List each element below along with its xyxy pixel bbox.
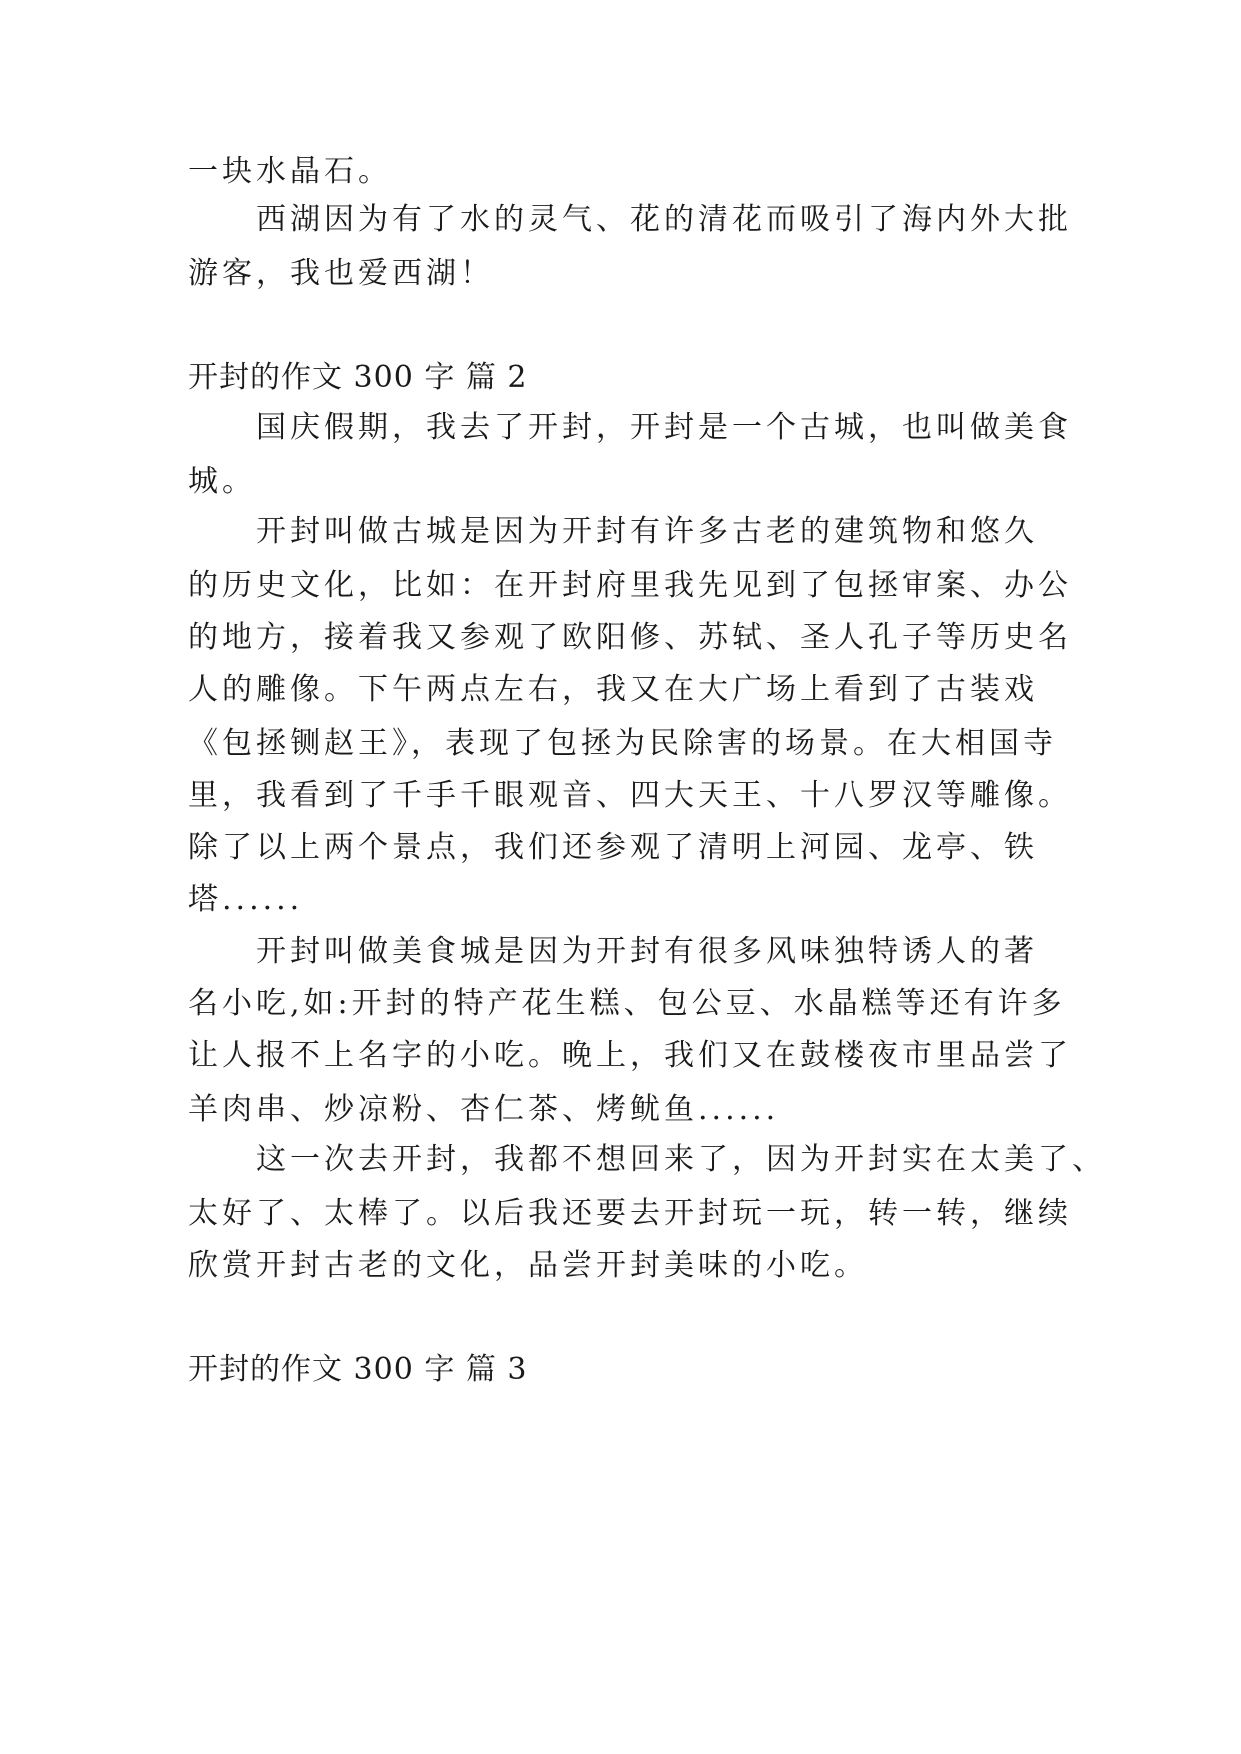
paragraph-line: 名小吃,如:开封的特产花生糕、包公豆、水晶糕等还有许多 (188, 986, 1066, 1021)
paragraph-line: 太好了、太棒了。以后我还要去开封玩一玩，转一转，继续 (188, 1196, 1072, 1231)
section-heading: 开封的作文 300 字 篇 3 (188, 1352, 528, 1387)
section-heading: 开封的作文 300 字 篇 2 (188, 360, 528, 395)
paragraph-line: 塔...... (188, 882, 304, 917)
paragraph-line: 西湖因为有了水的灵气、花的清花而吸引了海内外大批 (256, 202, 1072, 237)
paragraph-line: 开封叫做美食城是因为开封有很多风味独特诱人的著 (256, 934, 1038, 969)
paragraph-line: 一块水晶石。 (188, 154, 392, 189)
paragraph-line: 的地方，接着我又参观了欧阳修、苏轼、圣人孔子等历史名 (188, 620, 1072, 655)
paragraph-line: 《包拯铡赵王》，表现了包拯为民除害的场景。在大相国寺 (188, 726, 1057, 761)
paragraph-line: 这一次去开封，我都不想回来了，因为开封实在太美了、 (256, 1142, 1106, 1177)
paragraph-line: 城。 (188, 464, 256, 499)
paragraph-line: 羊肉串、炒凉粉、杏仁茶、烤鱿鱼...... (188, 1092, 780, 1127)
paragraph-line: 的历史文化，比如：在开封府里我先见到了包拯审案、办公 (188, 568, 1072, 603)
paragraph-line: 让人报不上名字的小吃。晚上，我们又在鼓楼夜市里品尝了 (188, 1038, 1072, 1073)
paragraph-line: 人的雕像。下午两点左右，我又在大广场上看到了古装戏 (188, 672, 1038, 707)
paragraph-line: 欣赏开封古老的文化，品尝开封美味的小吃。 (188, 1248, 868, 1283)
paragraph-line: 国庆假期，我去了开封，开封是一个古城，也叫做美食 (256, 410, 1072, 445)
paragraph-line: 开封叫做古城是因为开封有许多古老的建筑物和悠久 (256, 514, 1038, 549)
paragraph-line: 游客，我也爱西湖！ (188, 256, 494, 291)
paragraph-line: 里，我看到了千手千眼观音、四大天王、十八罗汉等雕像。 (188, 778, 1072, 813)
paragraph-line: 除了以上两个景点，我们还参观了清明上河园、龙亭、铁 (188, 830, 1038, 865)
